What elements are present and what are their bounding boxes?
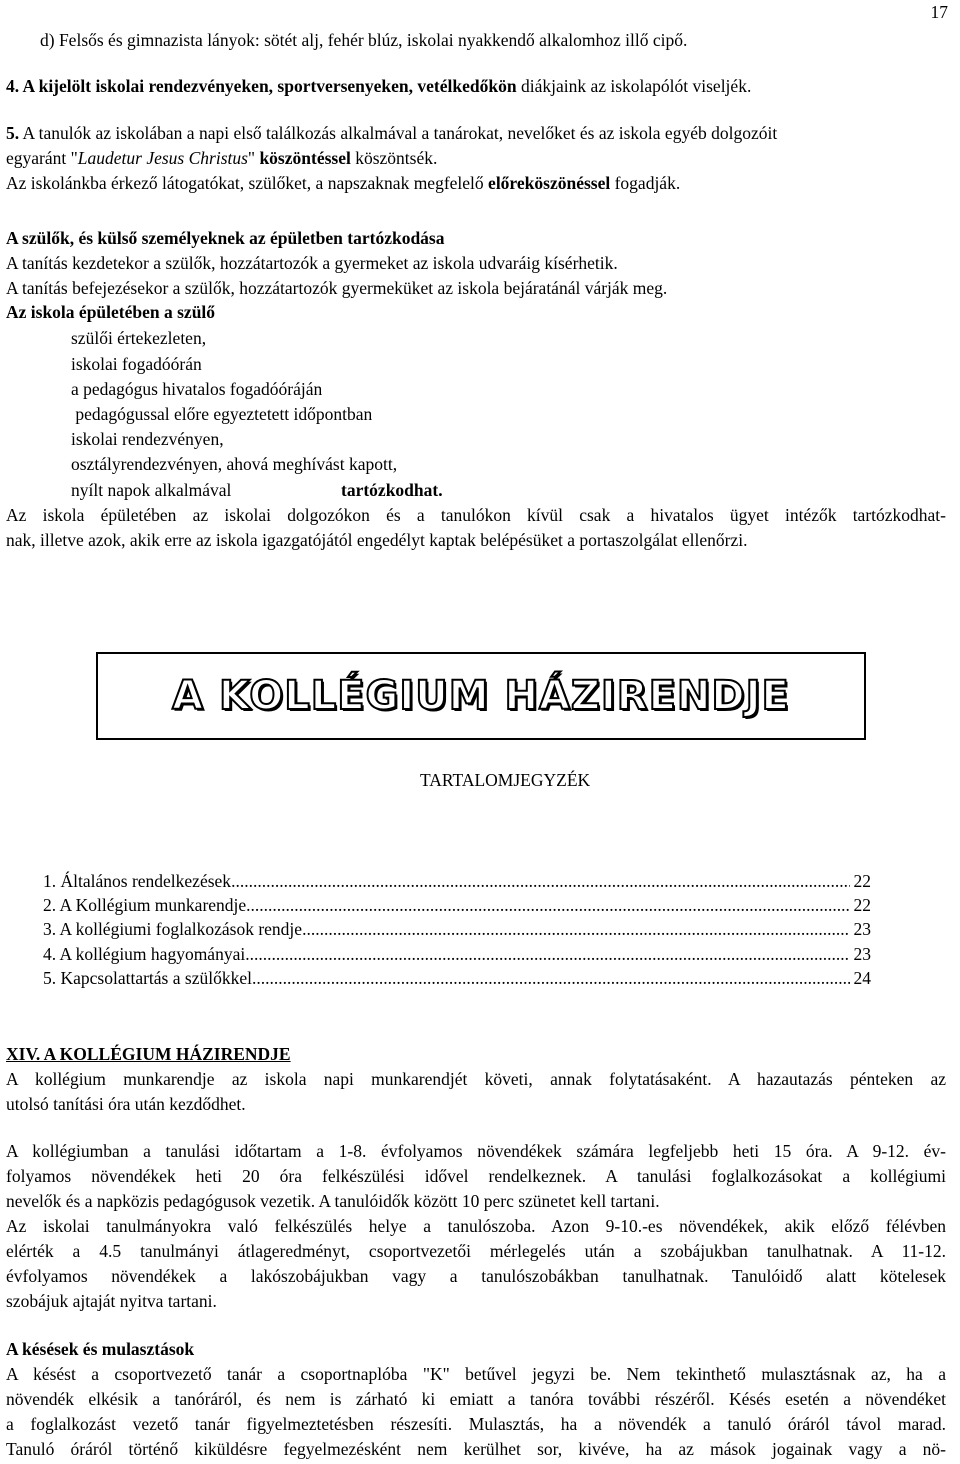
section-p2-line: nevelők és a napközis pedagógusok vezetik. A tanulóidők között 10 perc szünetet kell tartani. <box>6 1191 660 1211</box>
greeting-suffix: köszöntsék. <box>350 148 438 168</box>
point-5-line-1 <box>6 121 777 145</box>
toc-title: TARTALOMJEGYZÉK <box>420 770 591 790</box>
point-5-line-2 <box>6 146 437 170</box>
toc-dots <box>302 917 849 941</box>
page-number: 17 <box>930 2 948 22</box>
point-5-number: 5. <box>6 123 20 143</box>
toc-item-page: 22 <box>853 895 871 915</box>
toc-item <box>43 893 871 917</box>
toc-item-label: 3. A kollégiumi foglalkozások rendje <box>43 919 303 939</box>
toc-item-page: 23 <box>853 944 871 964</box>
title-box-text: A KOLLÉGIUM HÁZIRENDJE <box>172 673 790 719</box>
toc-item-page: 22 <box>853 871 871 891</box>
point-4-bold-text: A kijelölt iskolai rendezvényeken, sportversenyeken, vetélkedőkön <box>19 76 517 96</box>
section-p2-line: elérték a 4.5 tanulmányi átlageredményt, csoportvezetői mérlegelés után a szobájukban tanulhatnak. A 11-12. <box>6 1241 946 1261</box>
greeting-prefix: egyaránt " <box>6 148 78 168</box>
greeting-quote: " <box>247 148 260 168</box>
visitors-text: Az iskolánkba érkező látogatókat, szülőket, a napszaknak megfelelő <box>6 173 489 193</box>
parents-heading: A szülők, és külső személyeknek az épületben tartózkodása <box>6 228 445 248</box>
parents-sub-heading: Az iskola épületében a szülő <box>6 302 216 322</box>
section-p3-line: Tanuló óráról történő kiküldésre fegyelmezésként nem kerülhet sor, kivéve, ha az mások jogainak vagy a nö- <box>6 1439 946 1459</box>
toc-item-page: 23 <box>853 919 871 939</box>
parents-para-line-1: Az iskola épületében az iskolai dolgozókon és a tanulókon kívül csak a hivatalos ügyet intézők tartózkodhat- <box>6 505 946 525</box>
parents-para-line-2: nak, illetve azok, akik erre az iskola igazgatójától engedélyt kaptak belépésüket a portaszolgálat ellenőrzi. <box>6 530 748 550</box>
toc-item <box>43 966 871 990</box>
toc-item-label: 4. A kollégium hagyományai <box>43 944 246 964</box>
greeting-bold: köszöntéssel <box>259 148 351 168</box>
toc-item-label: 5. Kapcsolattartás a szülőkkel <box>43 968 252 988</box>
toc-dots <box>246 893 849 917</box>
point-5-line-3 <box>6 171 680 195</box>
dress-code-line-d <box>40 28 687 52</box>
list-item: pedagógussal előre egyeztetett időpontban <box>71 404 373 424</box>
point-4 <box>6 74 751 98</box>
late-heading: A késések és mulasztások <box>6 1339 195 1359</box>
toc-item-label: 1. Általános rendelkezések <box>43 871 232 891</box>
list-end-bold: tartózkodhat. <box>341 480 443 500</box>
section-p3-line: növendék elkésik a tanóráról, és nem is zárható ki emiatt a tanóra további részéről. Késés esetén a növendéket <box>6 1389 946 1409</box>
toc-item-label: 2. A Kollégium munkarendje <box>43 895 247 915</box>
section-p2-line: évfolyamos növendékek a lakószobájukban vagy a tanulószobákban tanulhatnak. Tanulóidő alatt kötelesek <box>6 1266 946 1286</box>
section-p2-line: Az iskolai tanulmányokra való felkészülés helye a tanulószoba. Azon 9-10.-es növendékek, akik előző félévben <box>6 1216 946 1236</box>
section-p2-line: szobájuk ajtaját nyitva tartani. <box>6 1291 217 1311</box>
list-item: szülői értekezleten, <box>71 328 207 348</box>
toc-item-page: 24 <box>853 968 871 988</box>
point-4-text: diákjaink az iskolapólót viseljék. <box>516 76 752 96</box>
section-p2-line: A kollégiumban a tanulási időtartam a 1-8. évfolyamos növendékek számára legfeljebb heti 15 óra. A 9-12. év- <box>6 1141 946 1161</box>
toc-dots <box>245 942 849 966</box>
list-item: osztályrendezvényen, ahová meghívást kapott, <box>71 454 398 474</box>
dress-code-text: d) Felsős és gimnazista lányok: sötét alj, fehér blúz, iskolai nyakkendő alkalomhoz illő cipő. <box>40 30 688 50</box>
toc-item <box>43 869 871 893</box>
visitors-suffix: fogadják. <box>610 173 681 193</box>
section-p3-line: a foglalkozást vezető tanár figyelmeztetésben részesíti. Mulasztás, ha a növendék a tanuló óráról távol marad. <box>6 1414 946 1434</box>
point-4-number: 4. <box>6 76 20 96</box>
toc-dots <box>231 869 849 893</box>
list-item: iskolai fogadóórán <box>71 354 202 374</box>
section-p3-line: A késést a csoportvezető tanár a csoportnaplóba "K" betűvel jegyzi be. Nem tekinthető mulasztásnak az, ha a <box>6 1364 946 1384</box>
point-5-text-1: A tanulók az iskolában a napi első találkozás alkalmával a tanárokat, nevelőket és az iskola egyéb dolgozóit <box>19 123 778 143</box>
toc-item <box>43 942 871 966</box>
toc-dots <box>252 966 850 990</box>
greeting-latin: Laudetur Jesus Christus <box>77 148 248 168</box>
section-p1-line: utolsó tanítási óra után kezdődhet. <box>6 1094 246 1114</box>
section-p1-line: A kollégium munkarendje az iskola napi munkarendjét követi, annak folytatásaként. A hazautazás pénteken az <box>6 1069 946 1089</box>
section-p2-line: folyamos növendékek heti 20 óra felkészülési idővel rendelkeznek. A tanulási foglalkozásokat a kollégiumi <box>6 1166 946 1186</box>
list-item: iskolai rendezvényen, <box>71 429 224 449</box>
parents-line-1: A tanítás kezdetekor a szülők, hozzátartozók a gyermeket az iskola udvaráig kísérhetik. <box>6 253 618 273</box>
list-item: a pedagógus hivatalos fogadóóráján <box>71 379 323 399</box>
title-box <box>96 652 866 740</box>
section-heading: XIV. A KOLLÉGIUM HÁZIRENDJE <box>6 1044 291 1064</box>
parents-line-2: A tanítás befejezésekor a szülők, hozzátartozók gyermeküket az iskola bejáratánál várják meg. <box>6 278 668 298</box>
list-item: nyílt napok alkalmával <box>71 480 232 500</box>
visitors-bold: előreköszönéssel <box>488 173 611 193</box>
toc-item <box>43 917 871 941</box>
